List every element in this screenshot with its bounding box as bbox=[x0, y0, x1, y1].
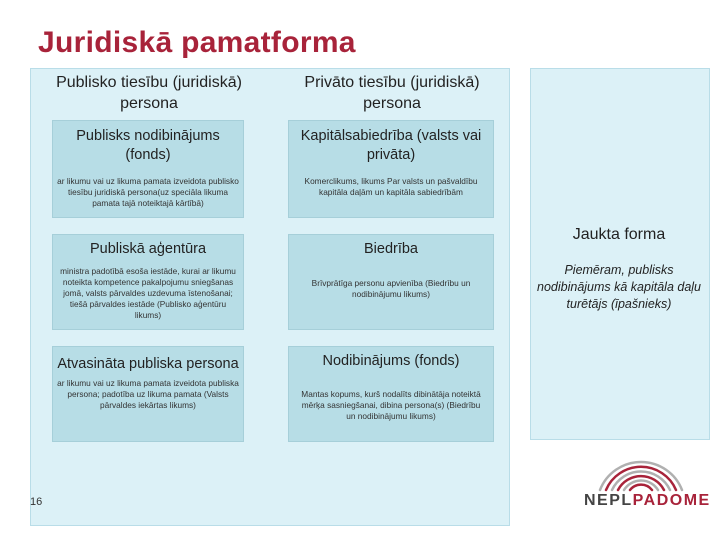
logo-text-part1: NEPL bbox=[584, 492, 633, 509]
mixed-form-example: Piemēram, publisks nodibinājums kā kapitāla daļu turētājs (īpašnieks) bbox=[537, 263, 701, 311]
public-law-header: Publisko tiesību (juridiskā) persona bbox=[56, 74, 242, 112]
box-heading: Publiskā aģentūra bbox=[89, 241, 207, 257]
box-description: ministra padotībā esoša iestāde, kurai ar likumu noteikta kompetence pakalpojumu sniegšanas jomā, valsts pārvaldes uzdevuma īstenošanai; tiešā pārvaldes iestāde (Publisko aģentūru likums) bbox=[60, 266, 236, 320]
public-foundation-box bbox=[52, 120, 244, 218]
derived-public-person-box bbox=[52, 346, 244, 442]
logo-text bbox=[584, 492, 711, 510]
association-box bbox=[288, 234, 494, 330]
public-agency-box bbox=[52, 234, 244, 330]
private-law-header: Privāto tiesību (juridiskā) persona bbox=[304, 74, 480, 112]
box-heading: Atvasināta publiska persona bbox=[57, 356, 239, 372]
box-heading: Publisks nodibinājums (fonds) bbox=[76, 128, 220, 163]
box-description: Komerclikums, likums Par valsts un pašvaldību kapitāla daļām un kapitāla sabiedrībām bbox=[304, 176, 478, 197]
logo-text-part2: PADOME bbox=[632, 492, 711, 509]
box-description: ar likumu vai uz likuma pamata izveidota publisko tiesību juridiskā persona(uz speciāla likuma pamata tajā noteiktajā kārtībā) bbox=[57, 176, 239, 208]
slide-title: Juridiskā pamatforma bbox=[38, 26, 356, 59]
box-heading: Nodibinājums (fonds) bbox=[322, 353, 460, 369]
mixed-form-panel bbox=[530, 68, 710, 440]
box-description: Brīvprātīga personu apvienība (Biedrību un nodibinājumu likums) bbox=[311, 278, 471, 299]
private-foundation-box bbox=[288, 346, 494, 442]
box-description: Mantas kopums, kurš nodalīts dibinātāja noteiktā mērķa sasniegšanai, dibina persona(s) (Biedrību un nodibinājumu likums) bbox=[301, 389, 481, 421]
page-number: 16 bbox=[30, 496, 43, 508]
capital-company-box bbox=[288, 120, 494, 218]
box-description: ar likumu vai uz likuma pamata izveidota publiska persona; padotība uz likuma pamata (Valsts pārvaldes iekārtas likums) bbox=[57, 378, 239, 410]
box-heading: Biedrība bbox=[363, 241, 418, 257]
logo-icon bbox=[586, 446, 696, 492]
box-heading: Kapitālsabiedrība (valsts vai privāta) bbox=[300, 128, 482, 163]
mixed-form-heading: Jaukta forma bbox=[572, 226, 666, 243]
